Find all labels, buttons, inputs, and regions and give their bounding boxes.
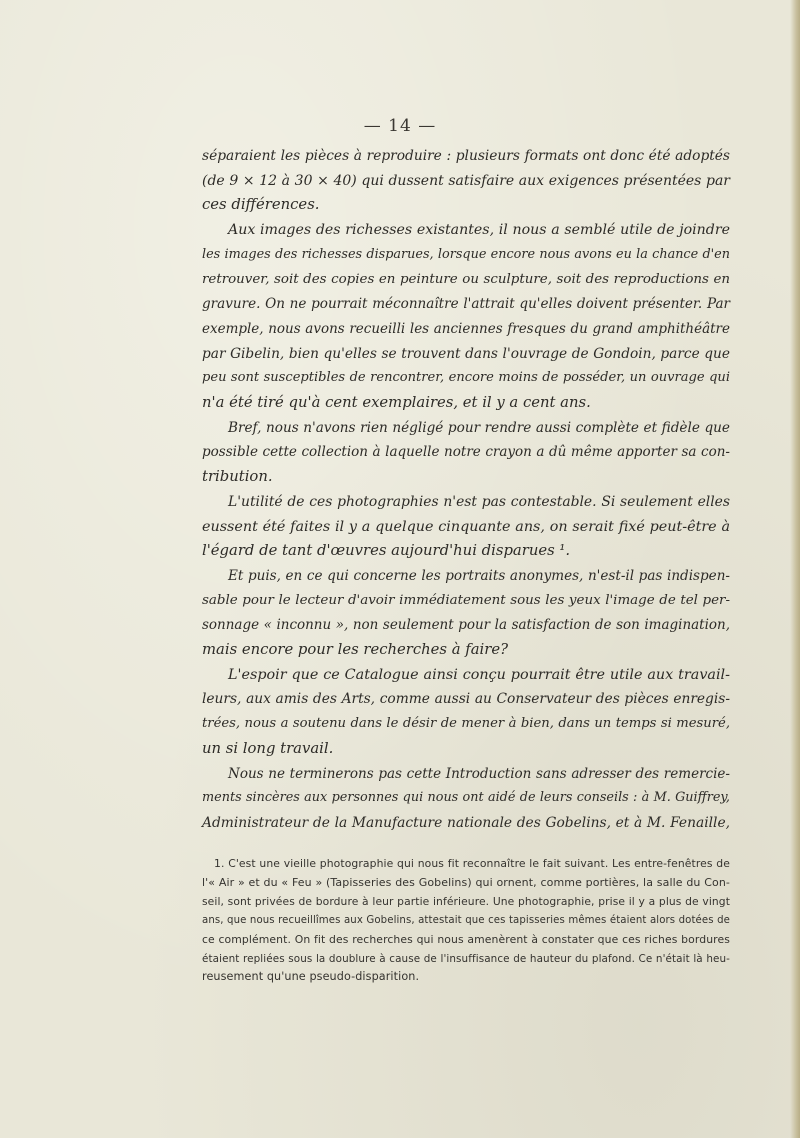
footnote-line: seil, sont privées de bordure à leur partie inférieure. Une photographie, prise il y a plus de vingt [202, 894, 730, 908]
footnote-line: reusement qu'une pseudo-disparition. [202, 970, 420, 984]
text-line: ments sincères aux personnes qui nous ont aidé de leurs conseils : à M. Guiffrey, [202, 790, 730, 806]
text-line: L'espoir que ce Catalogue ainsi conçu pourrait être utile aux travail- [228, 666, 730, 683]
text-line: (de 9 × 12 à 30 × 40) qui dussent satisfaire aux exigences présentées par [202, 172, 730, 189]
text-line: n'a été tiré qu'à cent exemplaires, et il y a cent ans. [202, 394, 591, 412]
text-line: l'égard de tant d'œuvres aujourd'hui disparues ¹. [202, 542, 571, 560]
text-line: leurs, aux amis des Arts, comme aussi au Conservateur des pièces enregis- [202, 691, 730, 708]
text-line: Nous ne terminerons pas cette Introduction sans adresser des remercie- [228, 765, 730, 782]
text-line: peu sont susceptibles de rencontrer, encore moins de posséder, un ouvrage qui [202, 370, 730, 386]
footnote-line: ce complément. On fit des recherches qui nous amenèrent à constater que ces riches bordures [202, 932, 730, 946]
text-line: ces différences. [202, 196, 320, 214]
text-line: trées, nous a soutenu dans le désir de mener à bien, dans un temps si mesuré, [202, 716, 730, 732]
text-line: retrouver, soit des copies en peinture ou sculpture, soit des reproductions en [202, 271, 730, 287]
main-text [202, 144, 730, 836]
footnote-line: l'« Air » et du « Feu » (Tapisseries des Gobelins) qui ornent, comme portières, la salle du Con- [202, 875, 730, 889]
text-line: mais encore pour les recherches à faire? [202, 641, 509, 659]
text-line: Administrateur de la Manufacture nationale des Gobelins, et à M. Fenaille, [202, 814, 730, 831]
text-line: les images des richesses disparues, lorsque encore nous avons eu la chance d'en [202, 246, 730, 262]
footnote-line: étaient repliées sous la doublure à cause de l'insuffisance de hauteur du plafond. Ce n'était là heu- [202, 952, 730, 965]
footnote-line: 1. C'est une vieille photographie qui nous fit reconnaître le fait suivant. Les entre-fenêtres de [214, 857, 730, 870]
text-line: Aux images des richesses existantes, il nous a semblé utile de joindre [228, 222, 730, 239]
text-line: Bref, nous n'avons rien négligé pour rendre aussi complète et fidèle que [228, 419, 730, 436]
text-line: sonnage « inconnu », non seulement pour la satisfaction de son imagination, [202, 617, 730, 634]
text-line: tribution. [202, 468, 273, 486]
text-line: gravure. On ne pourrait méconnaître l'attrait qu'elles doivent présenter. Par [202, 296, 730, 313]
text-line: par Gibelin, bien qu'elles se trouvent dans l'ouvrage de Gondoin, parce que [202, 345, 730, 362]
text-line: possible cette collection à laquelle notre crayon a dû même apporter sa con- [202, 444, 730, 461]
page-edge [790, 0, 800, 1138]
page-number: — 14 — [363, 116, 437, 136]
text-line: séparaient les pièces à reproduire : plusieurs formats ont donc été adoptés [202, 148, 730, 164]
text-line: sable pour le lecteur d'avoir immédiatement sous les yeux l'image de tel per- [202, 592, 730, 608]
footnote-line: ans, que nous recueillîmes aux Gobelins, attestait que ces tapisseries mêmes étaient alors dotées de [202, 914, 730, 926]
footnote [202, 855, 730, 987]
text-line: Et puis, en ce qui concerne les portraits anonymes, n'est-il pas indispen- [228, 567, 730, 584]
text-line: exemple, nous avons recueilli les anciennes fresques du grand amphithéâtre [202, 320, 730, 337]
text-line: eussent été faites il y a quelque cinquante ans, on serait fixé peut-être à [202, 518, 730, 535]
text-line: L'utilité de ces photographies n'est pas contestable. Si seulement elles [228, 493, 730, 510]
text-line: un si long travail. [202, 739, 334, 757]
